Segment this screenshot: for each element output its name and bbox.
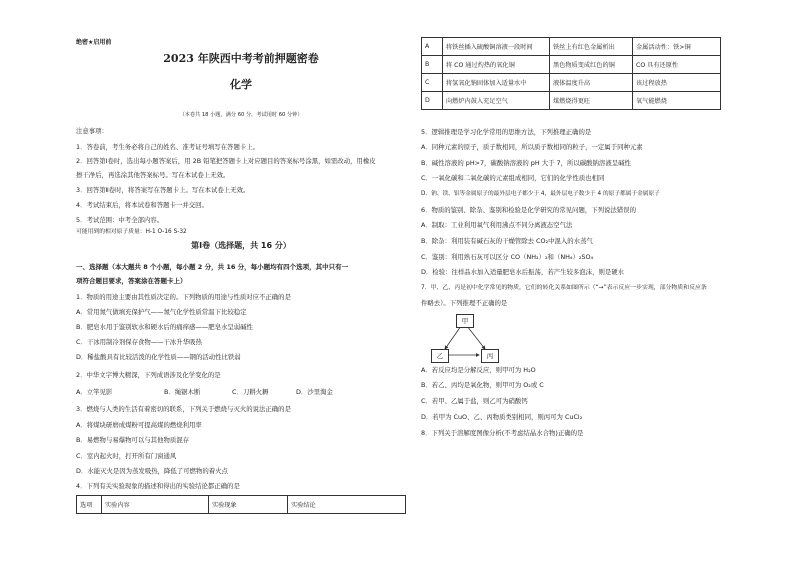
table-row	[422, 92, 721, 110]
table-cell: 向燃炉内鼓入充足空气	[443, 92, 550, 110]
question-option: C．室内起火时，打开所有门窗通风	[76, 452, 177, 460]
question-option: A．制取：工业利用氧气利用沸点不同分离液态空气法	[421, 221, 573, 229]
table-row	[422, 56, 721, 74]
table-header-cell: 实验内容	[102, 496, 209, 514]
table-cell: 氧气能燃烧	[633, 92, 721, 110]
notes-heading: 注意事项：	[76, 127, 108, 135]
table-cell: A	[422, 38, 443, 56]
table-cell: C	[422, 74, 443, 92]
question-stem: 4．下列有关实验现象的描述和得出的实验结论都正确的是	[76, 482, 240, 490]
question-option: D．钠、镁、铝等金属原子的最外层电子都少于 4，最外层电子数少于 4 的原子都属于金属原子	[421, 191, 660, 197]
node-bing: 丙	[481, 349, 499, 363]
part1-title: 第Ⅰ卷（选择题，共 16 分）	[191, 241, 291, 250]
table-cell: 将氢氧化钠固体加入适量水中	[443, 74, 550, 92]
note-item: 3．回答第Ⅱ卷时，将答案写在答题卡上。写在本试卷上无效。	[76, 186, 250, 194]
table-cell: 铁丝上有红色金属析出	[550, 38, 633, 56]
table-row	[422, 38, 721, 56]
exam-meta: （本卷共 18 小题，满分 60 分，考试用时 60 分钟）	[179, 112, 303, 118]
section-heading: 项符合题目要求，答案涂在答题卡上）	[76, 277, 187, 285]
question-option: B．肥皂水用于鉴别软水和硬水后的痛痒感——肥皂水呈弱碱性	[76, 323, 253, 331]
question-stem: 2．中华文字博大精深，下列成语涉及化学变化的是	[76, 371, 221, 379]
atomic-masses: 可能用到的相对原子质量：H-1 O-16 S-32	[76, 229, 187, 235]
question-option: D．水能灭火是因为蒸发吸热，降低了可燃物的着火点	[76, 467, 228, 475]
question-option: C．刀耕火耨	[232, 388, 269, 396]
note-item: 1．答卷前，考生务必将自己的姓名、准考证号填写在答题卡上。	[76, 143, 260, 151]
note-item: 4．考试结束后，将本试卷和答题卡一并交回。	[76, 201, 208, 209]
table-cell: 煤燃烧得更旺	[550, 92, 633, 110]
question-stem: 6．物质的鉴别、除杂、鉴别和检验是化学研究的常见问题，下列说法错误的	[421, 206, 636, 214]
table-cell: 该过程放热	[633, 74, 721, 92]
question-stem: 8．下列关于溶解度图像分析(不考虑结晶水合物)正确的是	[421, 429, 584, 437]
node-jia: 甲	[456, 314, 474, 328]
q7-diagram	[429, 313, 519, 363]
question-option: D．沙里淘金	[296, 388, 333, 396]
question-option: C．若甲、乙属于盐，则乙可为硝酸钙	[421, 397, 528, 405]
question-option: B．易燃物与易爆物可以与其他物质混存	[76, 436, 190, 444]
question-option: A．常用氮气做填充保护气——氮气化学性质常温下比较稳定	[76, 308, 247, 316]
question-option: A．同种元素的原子，质子数相同，所以质子数相同的粒子，一定属于同种元素	[421, 143, 643, 151]
table-header-cell: 选项	[77, 496, 102, 514]
table-cell: B	[422, 56, 443, 74]
question-option: C．鉴别：利用熟石灰可以区分 CO（NH₂）₂和（NH₄）₂SO₄	[421, 253, 594, 261]
table-cell: 金属活动性：铁>铜	[633, 38, 721, 56]
question-option: B．若乙、丙均是氧化物，则甲可为 O₂或 C	[421, 381, 544, 389]
question-stem: 1．物质的用途主要由其性质决定的。下列物质的用途与性质对应不正确的是	[76, 293, 291, 301]
question-option: D．稀盐酸具有比较活泼的化学性质——钢的活动性比铁弱	[76, 353, 241, 361]
question-stem: 件略去）。下列推理不正确的是	[421, 299, 508, 307]
table-cell: D	[422, 92, 443, 110]
section-heading: 一、选择题（本大题共 8 个小题，每小题 2 分，共 16 分，每小题均有四个选项，其中只有一	[76, 263, 349, 271]
question-option: A．将煤块研磨成煤粉可提高煤的燃烧利用率	[76, 421, 202, 429]
table-header-cell: 实验现象	[209, 496, 288, 514]
q4-table	[421, 37, 721, 110]
question-stem: 7．甲、乙、丙是初中化学常见的物质，它们的转化关系如图所示（“→”表示反应一步实现，部分物质和反应条	[421, 285, 707, 291]
question-option: B．绳锯木断	[164, 388, 201, 396]
note-item: 2．回答第Ⅰ卷时，选出每小题答案后，用 2B 铅笔把答题卡上对应题目的答案标号涂黑，如需改动，用橡皮	[76, 157, 376, 165]
exam-title: 2023 年陕西中考考前押题密卷	[163, 52, 319, 65]
question-option: D．若甲为 CuO、乙、丙物质类别相同，则丙可为 CuCl₂	[421, 413, 583, 421]
subject-title: 化学	[230, 78, 252, 91]
note-item: 5．考试范围：中考全部内容。	[76, 216, 164, 224]
table-header-cell: 实验结论	[288, 496, 406, 514]
arrow-jia-to-bing	[467, 326, 485, 349]
question-option: A．立竿见影	[76, 388, 113, 396]
table-cell: 黑色物质变成红色的铜	[550, 56, 633, 74]
question-option: D．检验：往样品水加入适量肥皂水后振荡，若产生较多泡沫，则是硬水	[421, 268, 625, 276]
table-cell: 将 CO 通过灼热的氧化铜	[443, 56, 550, 74]
table-cell: CO 具有还原性	[633, 56, 721, 74]
table-row	[422, 74, 721, 92]
secret-label: 绝密★启用前	[76, 39, 112, 46]
question-stem: 3．燃烧与人类的生活有着密切的联系，下列关于燃烧与灭火的说法正确的是	[76, 405, 291, 413]
q4-table-header	[76, 495, 406, 514]
question-stem: 5．逻辑推理是学习化学常用的思维方法，下列推理正确的是	[421, 128, 592, 136]
question-option: B．碱性溶液的 pH>7，碳酸钠溶液的 pH 大于 7，所以碳酸钠溶液呈碱性	[421, 159, 631, 167]
question-option: C．一氧化碳和二氧化碳的元素组成相同，它们的化学性质也相同	[421, 174, 605, 182]
table-cell: 将铁丝插入硫酸铜溶液一段时间	[443, 38, 550, 56]
question-option: A．若反应均是分解反应，则甲可为 H₂O	[421, 366, 536, 374]
question-option: B．除杂：利用装有碱石灰的干燥管除去 CO₂中混入的水蒸气	[421, 237, 593, 245]
note-item: 擦干净后，再选涂其他答案标号。写在本试卷上无效。	[76, 171, 230, 179]
table-cell: 液体温度升高	[550, 74, 633, 92]
question-option: C．干冰用制冷剂保存食物——干冰升华吸热	[76, 338, 202, 346]
node-yi: 乙	[431, 349, 449, 363]
arrow-jia-to-yi	[445, 326, 461, 349]
